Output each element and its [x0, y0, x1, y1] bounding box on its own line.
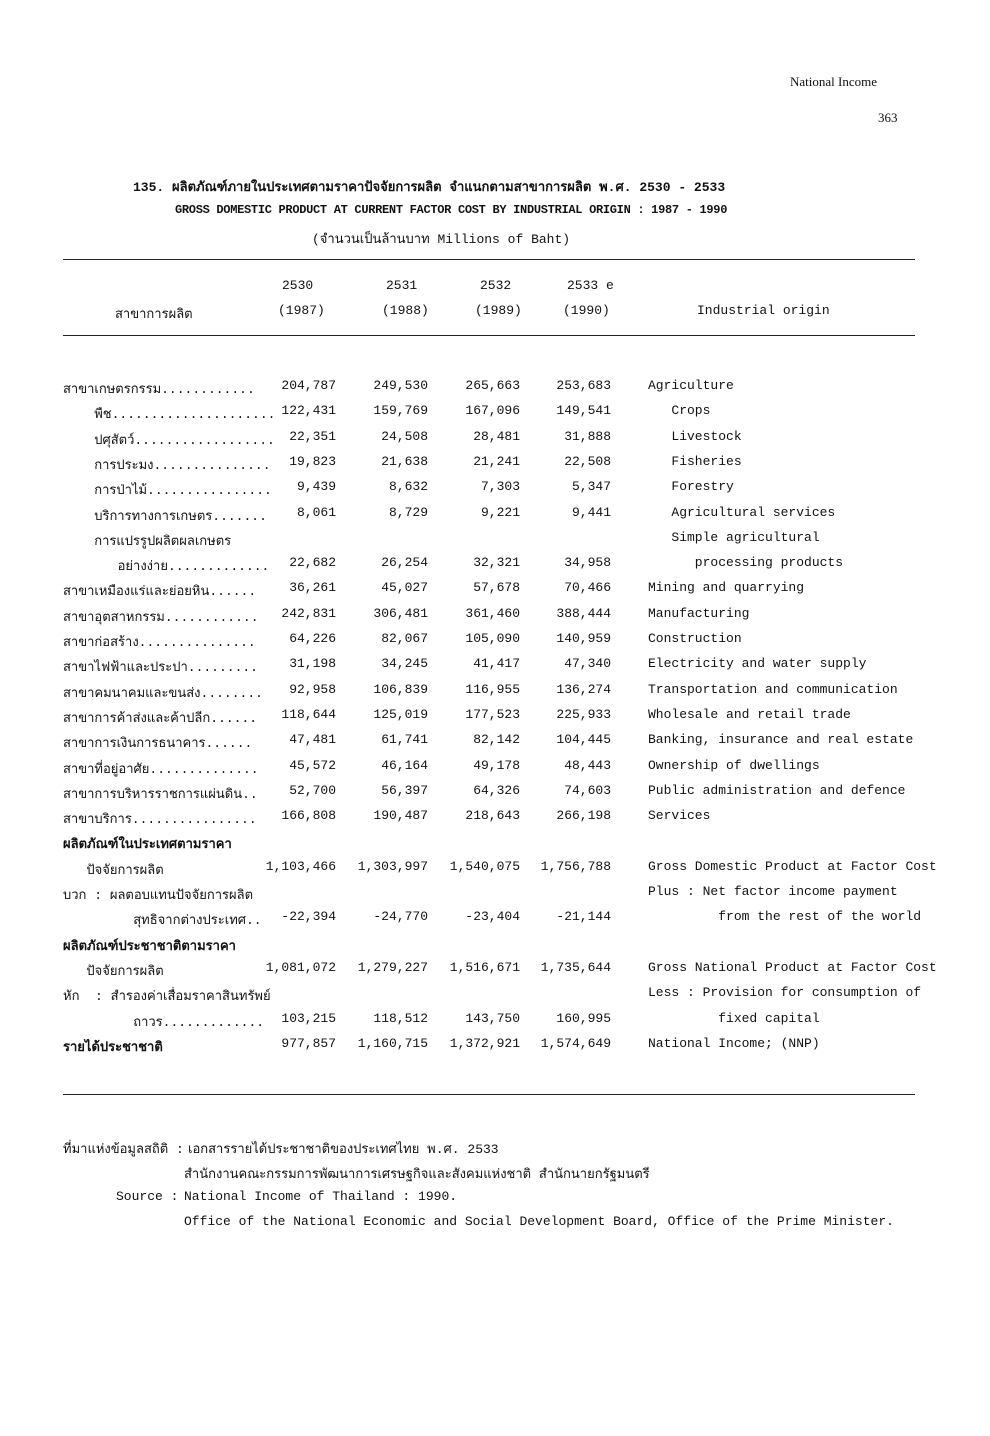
- cell-value-2: 61,741: [381, 732, 428, 748]
- row-label-thai: ผลิตภัณฑ์ประชาชาติตามราคา: [63, 938, 236, 954]
- cell-value-4: 266,198: [556, 808, 611, 824]
- row-label-thai: ปัจจัยการผลิต: [63, 963, 164, 979]
- cell-value-2: 1,303,997: [357, 858, 428, 874]
- row-label-english: Mining and quarrying: [648, 580, 805, 596]
- cell-value-1: 45,572: [289, 757, 336, 773]
- table-row: [0, 859, 990, 881]
- cell-value-3: 1,372,921: [449, 1035, 520, 1051]
- cell-value-2: 249,530: [373, 378, 428, 393]
- cell-value-3: 1,540,075: [449, 858, 520, 874]
- cell-value-4: -21,144: [556, 909, 611, 925]
- cell-value-1: 64,226: [289, 631, 336, 646]
- column-header-year-2: 2531: [386, 278, 418, 293]
- table-row: [0, 555, 990, 577]
- cell-value-1: 204,787: [281, 378, 336, 393]
- running-header: National Income: [790, 74, 877, 89]
- cell-value-3: 1,516,671: [449, 959, 520, 975]
- table-row: [0, 530, 990, 552]
- cell-value-1: 52,700: [289, 782, 336, 798]
- column-header-year-1-ce: (1987): [278, 303, 325, 318]
- cell-value-4: 70,466: [564, 580, 611, 596]
- row-label-english: National Income; (NNP): [648, 1035, 820, 1051]
- row-label-thai: สาขาการเงินการธนาคาร......: [63, 736, 253, 752]
- source-thai-line-2: สำนักงานคณะกรรมการพัฒนาการเศรษฐกิจและสังคมแห่งชาติ สำนักนายกรัฐมนตรี: [184, 1167, 650, 1182]
- table-unit: (จำนวนเป็นล้านบาท Millions of Baht): [312, 232, 571, 247]
- table-bottom-rule: [63, 1094, 915, 1095]
- row-label-thai: ผลิตภัณฑ์ในประเทศตามราคา: [63, 837, 232, 853]
- cell-value-4: 160,995: [556, 1010, 611, 1026]
- source-english-line-1: National Income of Thailand : 1990.: [184, 1189, 458, 1204]
- cell-value-4: 5,347: [571, 479, 611, 495]
- cell-value-1: 22,351: [289, 428, 336, 444]
- table-row: [0, 454, 990, 476]
- cell-value-3: 21,241: [473, 453, 520, 469]
- cell-value-2: 8,729: [388, 504, 428, 520]
- row-label-thai: รายได้ประชาชาติ: [63, 1039, 163, 1055]
- table-row: [0, 783, 990, 805]
- table-row: [0, 732, 990, 754]
- row-label-english: Ownership of dwellings: [648, 757, 820, 773]
- cell-value-2: 106,839: [373, 681, 428, 697]
- cell-value-3: -23,404: [465, 909, 520, 925]
- table-title-thai: 135. ผลิตภัณฑ์ภายในประเทศตามราคาปัจจัยการผลิต จำแนกตามสาขาการผลิต พ.ศ. 2530 - 2533: [133, 180, 726, 195]
- cell-value-4: 31,888: [564, 428, 611, 444]
- row-label-thai: หัก : สำรองค่าเสื่อมราคาสินทรัพย์: [63, 989, 271, 1005]
- cell-value-2: 56,397: [381, 782, 428, 798]
- cell-value-4: 22,508: [564, 453, 611, 469]
- cell-value-1: 47,481: [289, 732, 336, 748]
- cell-value-4: 34,958: [564, 555, 611, 571]
- cell-value-2: 34,245: [381, 656, 428, 672]
- cell-value-3: 28,481: [473, 428, 520, 444]
- row-label-english: Manufacturing: [648, 605, 750, 621]
- table-top-rule: [63, 259, 915, 260]
- cell-value-2: 46,164: [381, 757, 428, 773]
- cell-value-1: 8,061: [296, 504, 336, 520]
- row-label-thai: อย่างง่าย.............: [63, 559, 270, 575]
- row-label-thai: การแปรรูปผลิตผลเกษตร: [63, 533, 232, 549]
- table-row: [0, 378, 990, 400]
- cell-value-2: 8,632: [388, 479, 428, 495]
- cell-value-3: 167,096: [465, 403, 520, 419]
- row-label-english: Wholesale and retail trade: [648, 706, 851, 722]
- cell-value-1: 977,857: [281, 1035, 336, 1051]
- row-label-english: Crops: [648, 403, 711, 419]
- column-header-thai: สาขาการผลิต: [115, 307, 193, 322]
- cell-value-1: 103,215: [281, 1010, 336, 1026]
- row-label-english: Fisheries: [648, 453, 742, 469]
- cell-value-2: 26,254: [381, 555, 428, 571]
- row-label-thai: สาขาที่อยู่อาศัย..............: [63, 761, 259, 777]
- row-label-english: Electricity and water supply: [648, 656, 867, 672]
- cell-value-2: 306,481: [373, 605, 428, 621]
- column-header-year-4-ce: (1990): [563, 303, 610, 318]
- row-label-thai: สาขาเหมืองแร่และย่อยหิน......: [63, 584, 257, 600]
- row-label-thai: ปศุสัตว์..................: [63, 432, 275, 448]
- cell-value-4: 1,574,649: [540, 1035, 611, 1051]
- row-label-english: Plus : Net factor income payment: [648, 884, 898, 899]
- cell-value-1: 118,644: [281, 706, 336, 722]
- cell-value-3: 265,663: [465, 378, 520, 393]
- row-label-english: Forestry: [648, 479, 734, 495]
- row-label-english: Livestock: [648, 428, 742, 444]
- row-label-english: Less : Provision for consumption of: [648, 985, 922, 1001]
- table-row: [0, 808, 990, 830]
- cell-value-3: 218,643: [465, 808, 520, 824]
- cell-value-1: 19,823: [289, 453, 336, 469]
- row-label-english: fixed capital: [648, 1010, 820, 1026]
- row-label-thai: การประมง...............: [63, 457, 271, 473]
- cell-value-4: 47,340: [564, 656, 611, 672]
- table-row: [0, 884, 990, 906]
- table-row: [0, 682, 990, 704]
- row-label-thai: บวก : ผลตอบแทนปัจจัยการผลิต: [63, 888, 254, 903]
- cell-value-1: 1,081,072: [265, 959, 336, 975]
- cell-value-4: 253,683: [556, 378, 611, 393]
- row-label-english: from the rest of the world: [648, 909, 922, 925]
- table-row: [0, 833, 990, 855]
- row-label-english: processing products: [648, 555, 844, 571]
- cell-value-1: 36,261: [289, 580, 336, 596]
- cell-value-2: 82,067: [381, 631, 428, 646]
- cell-value-3: 9,221: [480, 504, 520, 520]
- column-header-year-1: 2530: [282, 278, 314, 293]
- row-label-thai: สาขาคมนาคมและขนส่ง........: [63, 685, 263, 701]
- cell-value-2: 1,160,715: [357, 1035, 428, 1051]
- page-number: 363: [878, 110, 898, 125]
- row-label-thai: สาขาไฟฟ้าและประปา.........: [63, 660, 258, 676]
- table-row: [0, 656, 990, 678]
- row-label-english: Agricultural services: [648, 504, 836, 520]
- row-label-thai: การป่าไม้................: [63, 483, 272, 499]
- table-row: [0, 479, 990, 501]
- cell-value-2: 118,512: [373, 1010, 428, 1026]
- row-label-thai: สาขาการค้าส่งและค้าปลีก......: [63, 710, 258, 726]
- cell-value-1: 92,958: [289, 681, 336, 697]
- cell-value-2: 21,638: [381, 453, 428, 469]
- cell-value-3: 177,523: [465, 706, 520, 722]
- table-row: [0, 985, 990, 1007]
- cell-value-3: 143,750: [465, 1010, 520, 1026]
- cell-value-4: 140,959: [556, 631, 611, 646]
- table-row: [0, 1036, 990, 1058]
- row-label-english: Transportation and communication: [648, 681, 898, 697]
- column-header-english: Industrial origin: [697, 303, 830, 318]
- row-label-english: Services: [648, 808, 711, 824]
- cell-value-1: 242,831: [281, 605, 336, 621]
- table-row: [0, 1011, 990, 1033]
- row-label-english: Simple agricultural: [648, 529, 820, 545]
- cell-value-4: 225,933: [556, 706, 611, 722]
- column-header-year-3: 2532: [480, 278, 512, 293]
- source-english-line-2: Office of the National Economic and Social Development Board, Office of the Prime Minister.: [184, 1214, 894, 1229]
- cell-value-2: 45,027: [381, 580, 428, 596]
- table-title-english: GROSS DOMESTIC PRODUCT AT CURRENT FACTOR COST BY INDUSTRIAL ORIGIN : 1987 - 1990: [175, 203, 728, 217]
- cell-value-3: 82,142: [473, 732, 520, 748]
- column-header-year-3-ce: (1989): [475, 303, 522, 318]
- cell-value-2: -24,770: [373, 909, 428, 925]
- cell-value-3: 49,178: [473, 757, 520, 773]
- table-row: [0, 631, 990, 653]
- table-row: [0, 403, 990, 425]
- cell-value-3: 32,321: [473, 555, 520, 571]
- cell-value-4: 136,274: [556, 681, 611, 697]
- cell-value-3: 361,460: [465, 605, 520, 621]
- cell-value-4: 1,735,644: [540, 959, 611, 975]
- row-label-thai: สาขาบริการ................: [63, 812, 257, 828]
- row-label-english: Gross Domestic Product at Factor Cost: [648, 858, 937, 874]
- row-label-thai: สุทธิจากต่างประเทศ..: [63, 913, 262, 929]
- cell-value-1: 9,439: [296, 479, 336, 495]
- row-label-thai: บริการทางการเกษตร.......: [63, 508, 267, 524]
- table-row: [0, 707, 990, 729]
- cell-value-3: 116,955: [465, 681, 520, 697]
- row-label-english: Agriculture: [648, 378, 734, 393]
- cell-value-3: 57,678: [473, 580, 520, 596]
- source-thai-line-1: เอกสารรายได้ประชาชาติของประเทศไทย พ.ศ. 2533: [188, 1142, 499, 1157]
- row-label-thai: ปัจจัยการผลิต: [63, 862, 164, 878]
- column-header-year-4: 2533 e: [567, 278, 614, 293]
- cell-value-2: 1,279,227: [357, 959, 428, 975]
- row-label-english: Banking, insurance and real estate: [648, 732, 914, 748]
- table-row: [0, 505, 990, 527]
- cell-value-1: 1,103,466: [265, 858, 336, 874]
- row-label-thai: สาขาการบริหารราชการแผ่นดิน..: [63, 786, 258, 802]
- cell-value-3: 7,303: [480, 479, 520, 495]
- row-label-english: Public administration and defence: [648, 782, 906, 798]
- cell-value-1: 166,808: [281, 808, 336, 824]
- cell-value-3: 41,417: [473, 656, 520, 672]
- cell-value-1: -22,394: [281, 909, 336, 925]
- table-row: [0, 580, 990, 602]
- row-label-thai: พืช.....................: [63, 407, 276, 423]
- cell-value-1: 22,682: [289, 555, 336, 571]
- cell-value-2: 159,769: [373, 403, 428, 419]
- header-bottom-rule: [63, 335, 915, 336]
- cell-value-3: 105,090: [465, 631, 520, 646]
- source-english-label: Source :: [116, 1189, 179, 1204]
- row-label-english: Construction: [648, 631, 742, 646]
- table-row: [0, 909, 990, 931]
- cell-value-2: 190,487: [373, 808, 428, 824]
- cell-value-1: 122,431: [281, 403, 336, 419]
- row-label-english: Gross National Product at Factor Cost: [648, 959, 937, 975]
- cell-value-4: 74,603: [564, 782, 611, 798]
- row-label-thai: สาขาอุตสาหกรรม............: [63, 609, 259, 625]
- row-label-thai: สาขาก่อสร้าง...............: [63, 635, 256, 650]
- table-row: [0, 606, 990, 628]
- source-thai-label: ที่มาแห่งข้อมูลสถิติ :: [63, 1142, 184, 1157]
- table-row: [0, 960, 990, 982]
- cell-value-4: 149,541: [556, 403, 611, 419]
- row-label-thai: สาขาเกษตรกรรม............: [63, 382, 255, 397]
- cell-value-4: 1,756,788: [540, 858, 611, 874]
- cell-value-1: 31,198: [289, 656, 336, 672]
- row-label-thai: ถาวร.............: [63, 1014, 265, 1030]
- table-row: [0, 429, 990, 451]
- cell-value-3: 64,326: [473, 782, 520, 798]
- column-header-year-2-ce: (1988): [382, 303, 429, 318]
- table-row: [0, 935, 990, 957]
- cell-value-4: 388,444: [556, 605, 611, 621]
- cell-value-4: 48,443: [564, 757, 611, 773]
- table-row: [0, 758, 990, 780]
- cell-value-2: 125,019: [373, 706, 428, 722]
- cell-value-4: 104,445: [556, 732, 611, 748]
- cell-value-2: 24,508: [381, 428, 428, 444]
- cell-value-4: 9,441: [571, 504, 611, 520]
